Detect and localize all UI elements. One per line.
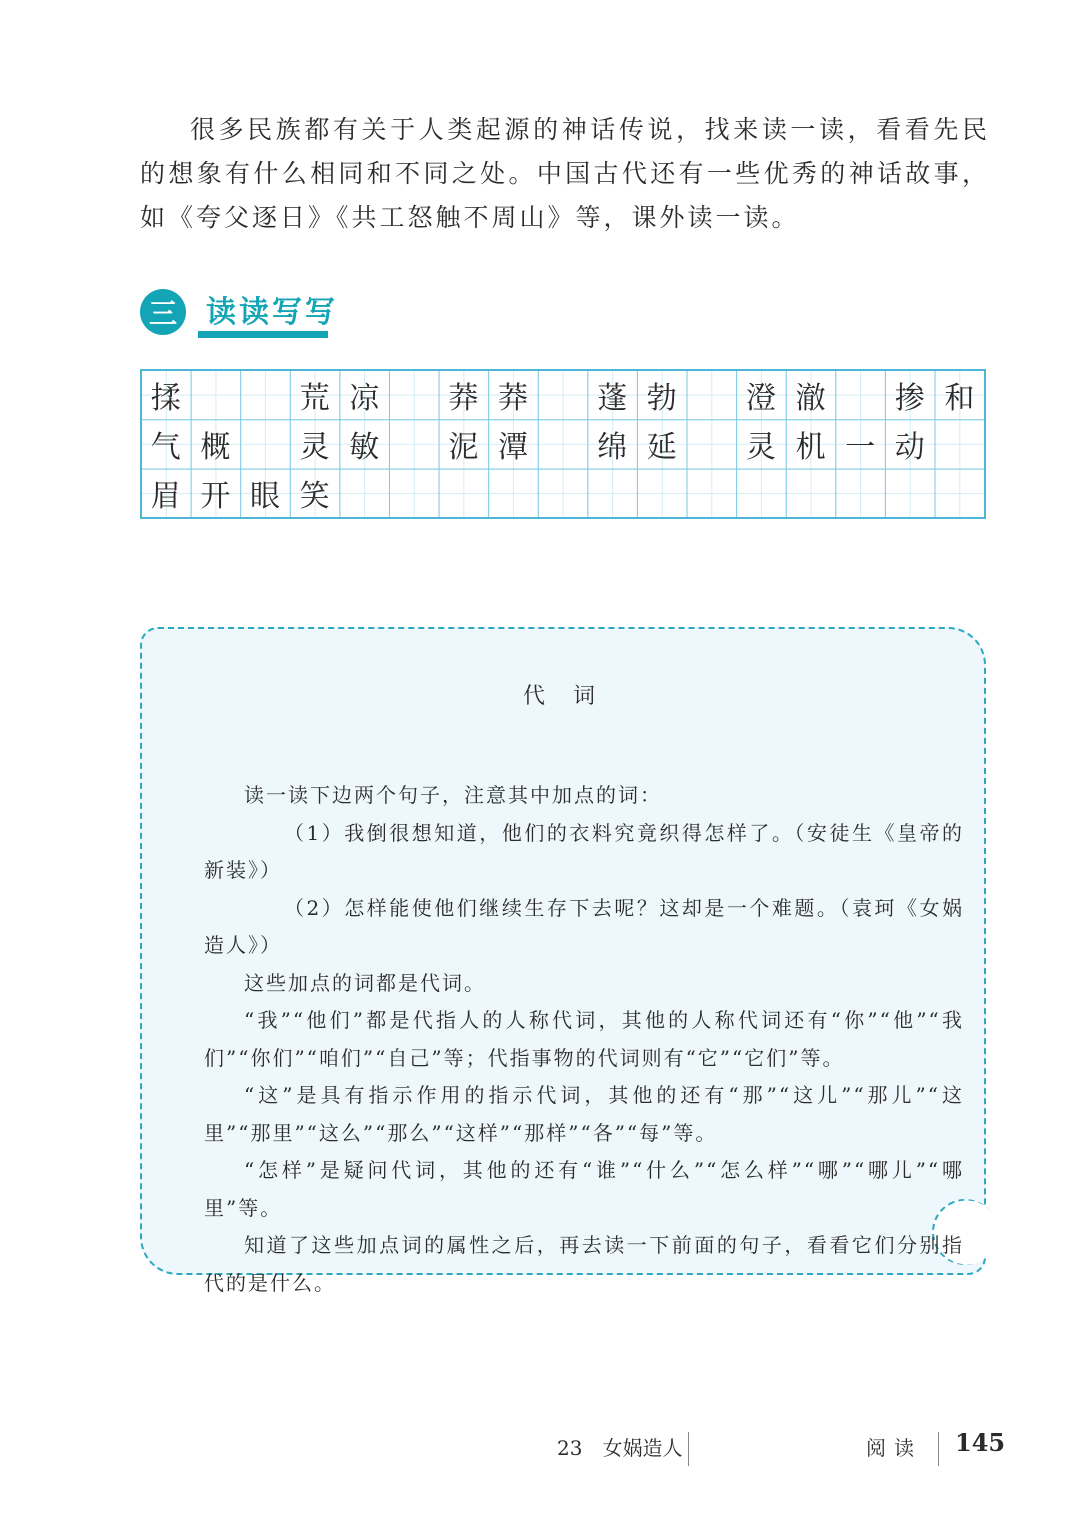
grid-character: 气 <box>150 429 181 465</box>
grid-character: 敏 <box>349 429 380 465</box>
intro-text: 很多民族都有关于人类起源的神话传说，找来读一读，看看先民的想象有什么相同和不同之处。中国古代还有一些优秀的神话故事，如《夸父逐日》《共工怒触不周山》等，课外读一读。 <box>140 115 990 232</box>
grid-character: 一 <box>845 429 876 465</box>
grid-character: 蓬 <box>597 380 628 416</box>
grid-character: 概 <box>200 429 231 465</box>
grid-character: 莽 <box>448 380 479 416</box>
grid-character: 眉 <box>150 479 181 515</box>
intro-paragraph <box>140 108 990 240</box>
writing-grid <box>140 369 986 519</box>
grid-character: 眼 <box>249 479 280 515</box>
knowledge-box-title: 代词 <box>522 684 623 709</box>
section-title-underline <box>198 331 328 338</box>
footer-section-name: 阅读 <box>866 1436 922 1460</box>
note-intro-line: 读一读下边两个句子，注意其中加点的词： <box>244 783 662 807</box>
grid-character: 凉 <box>349 380 380 416</box>
section-header <box>140 285 340 341</box>
note-example-2: （2）怎样能使他们继续生存下去呢？这却是一个难题。（袁珂《女娲造人》） <box>204 895 964 957</box>
note-paragraph-2: “我”“他们”都是代指人的人称代词，其他的人称代词还有“你”“他”“我们”“你们”“咱们”“自己”等；代指事物的代词则有“它”“它们”等。 <box>204 1008 964 1070</box>
note-paragraph-3: “这”是具有指示作用的指示代词，其他的还有“那”“这儿”“那儿”“这里”“那里”“这么”“那么”“这样”“那样”“各”“每”等。 <box>204 1083 964 1145</box>
grid-character: 莽 <box>497 380 528 416</box>
note-paragraph-1: 这些加点的词都是代词。 <box>244 970 486 995</box>
footer-divider <box>688 1432 689 1466</box>
grid-character: 揉 <box>150 380 181 416</box>
grid-character: 延 <box>646 429 677 465</box>
grid-character: 动 <box>894 429 925 465</box>
grid-character: 掺 <box>894 380 925 416</box>
grid-character: 笑 <box>299 479 330 515</box>
grid-character: 荒 <box>299 380 330 416</box>
grid-character: 和 <box>944 380 975 416</box>
footer-divider <box>938 1432 939 1466</box>
footer-lesson-title: 23 女娲造人 <box>557 1436 683 1460</box>
grid-character: 泥 <box>448 429 479 465</box>
grid-character: 澈 <box>795 380 826 416</box>
grid-character: 潭 <box>497 429 528 465</box>
knowledge-box <box>140 627 986 1295</box>
grid-character: 灵 <box>745 429 776 465</box>
grid-character: 开 <box>200 479 231 515</box>
section-title: 读读写写 <box>206 295 338 330</box>
grid-character: 绵 <box>597 429 628 465</box>
grid-character: 灵 <box>299 429 330 465</box>
grid-character: 澄 <box>745 380 776 416</box>
section-number-badge: 三 <box>140 289 186 335</box>
grid-character: 勃 <box>646 380 677 416</box>
grid-character: 机 <box>795 429 826 465</box>
note-paragraph-4: “怎样”是疑问代词，其他的还有“谁”“什么”“怎么样”“哪”“哪儿”“哪里”等。 <box>204 1158 964 1220</box>
knowledge-box-body <box>204 777 964 1302</box>
page-number: 145 <box>955 1428 1006 1457</box>
note-paragraph-5: 知道了这些加点词的属性之后，再去读一下前面的句子，看看它们分别指代的是什么。 <box>204 1233 964 1295</box>
note-example-1: （1）我倒很想知道，他们的衣料究竟织得怎样了。（安徒生《皇帝的新装》） <box>204 820 964 882</box>
